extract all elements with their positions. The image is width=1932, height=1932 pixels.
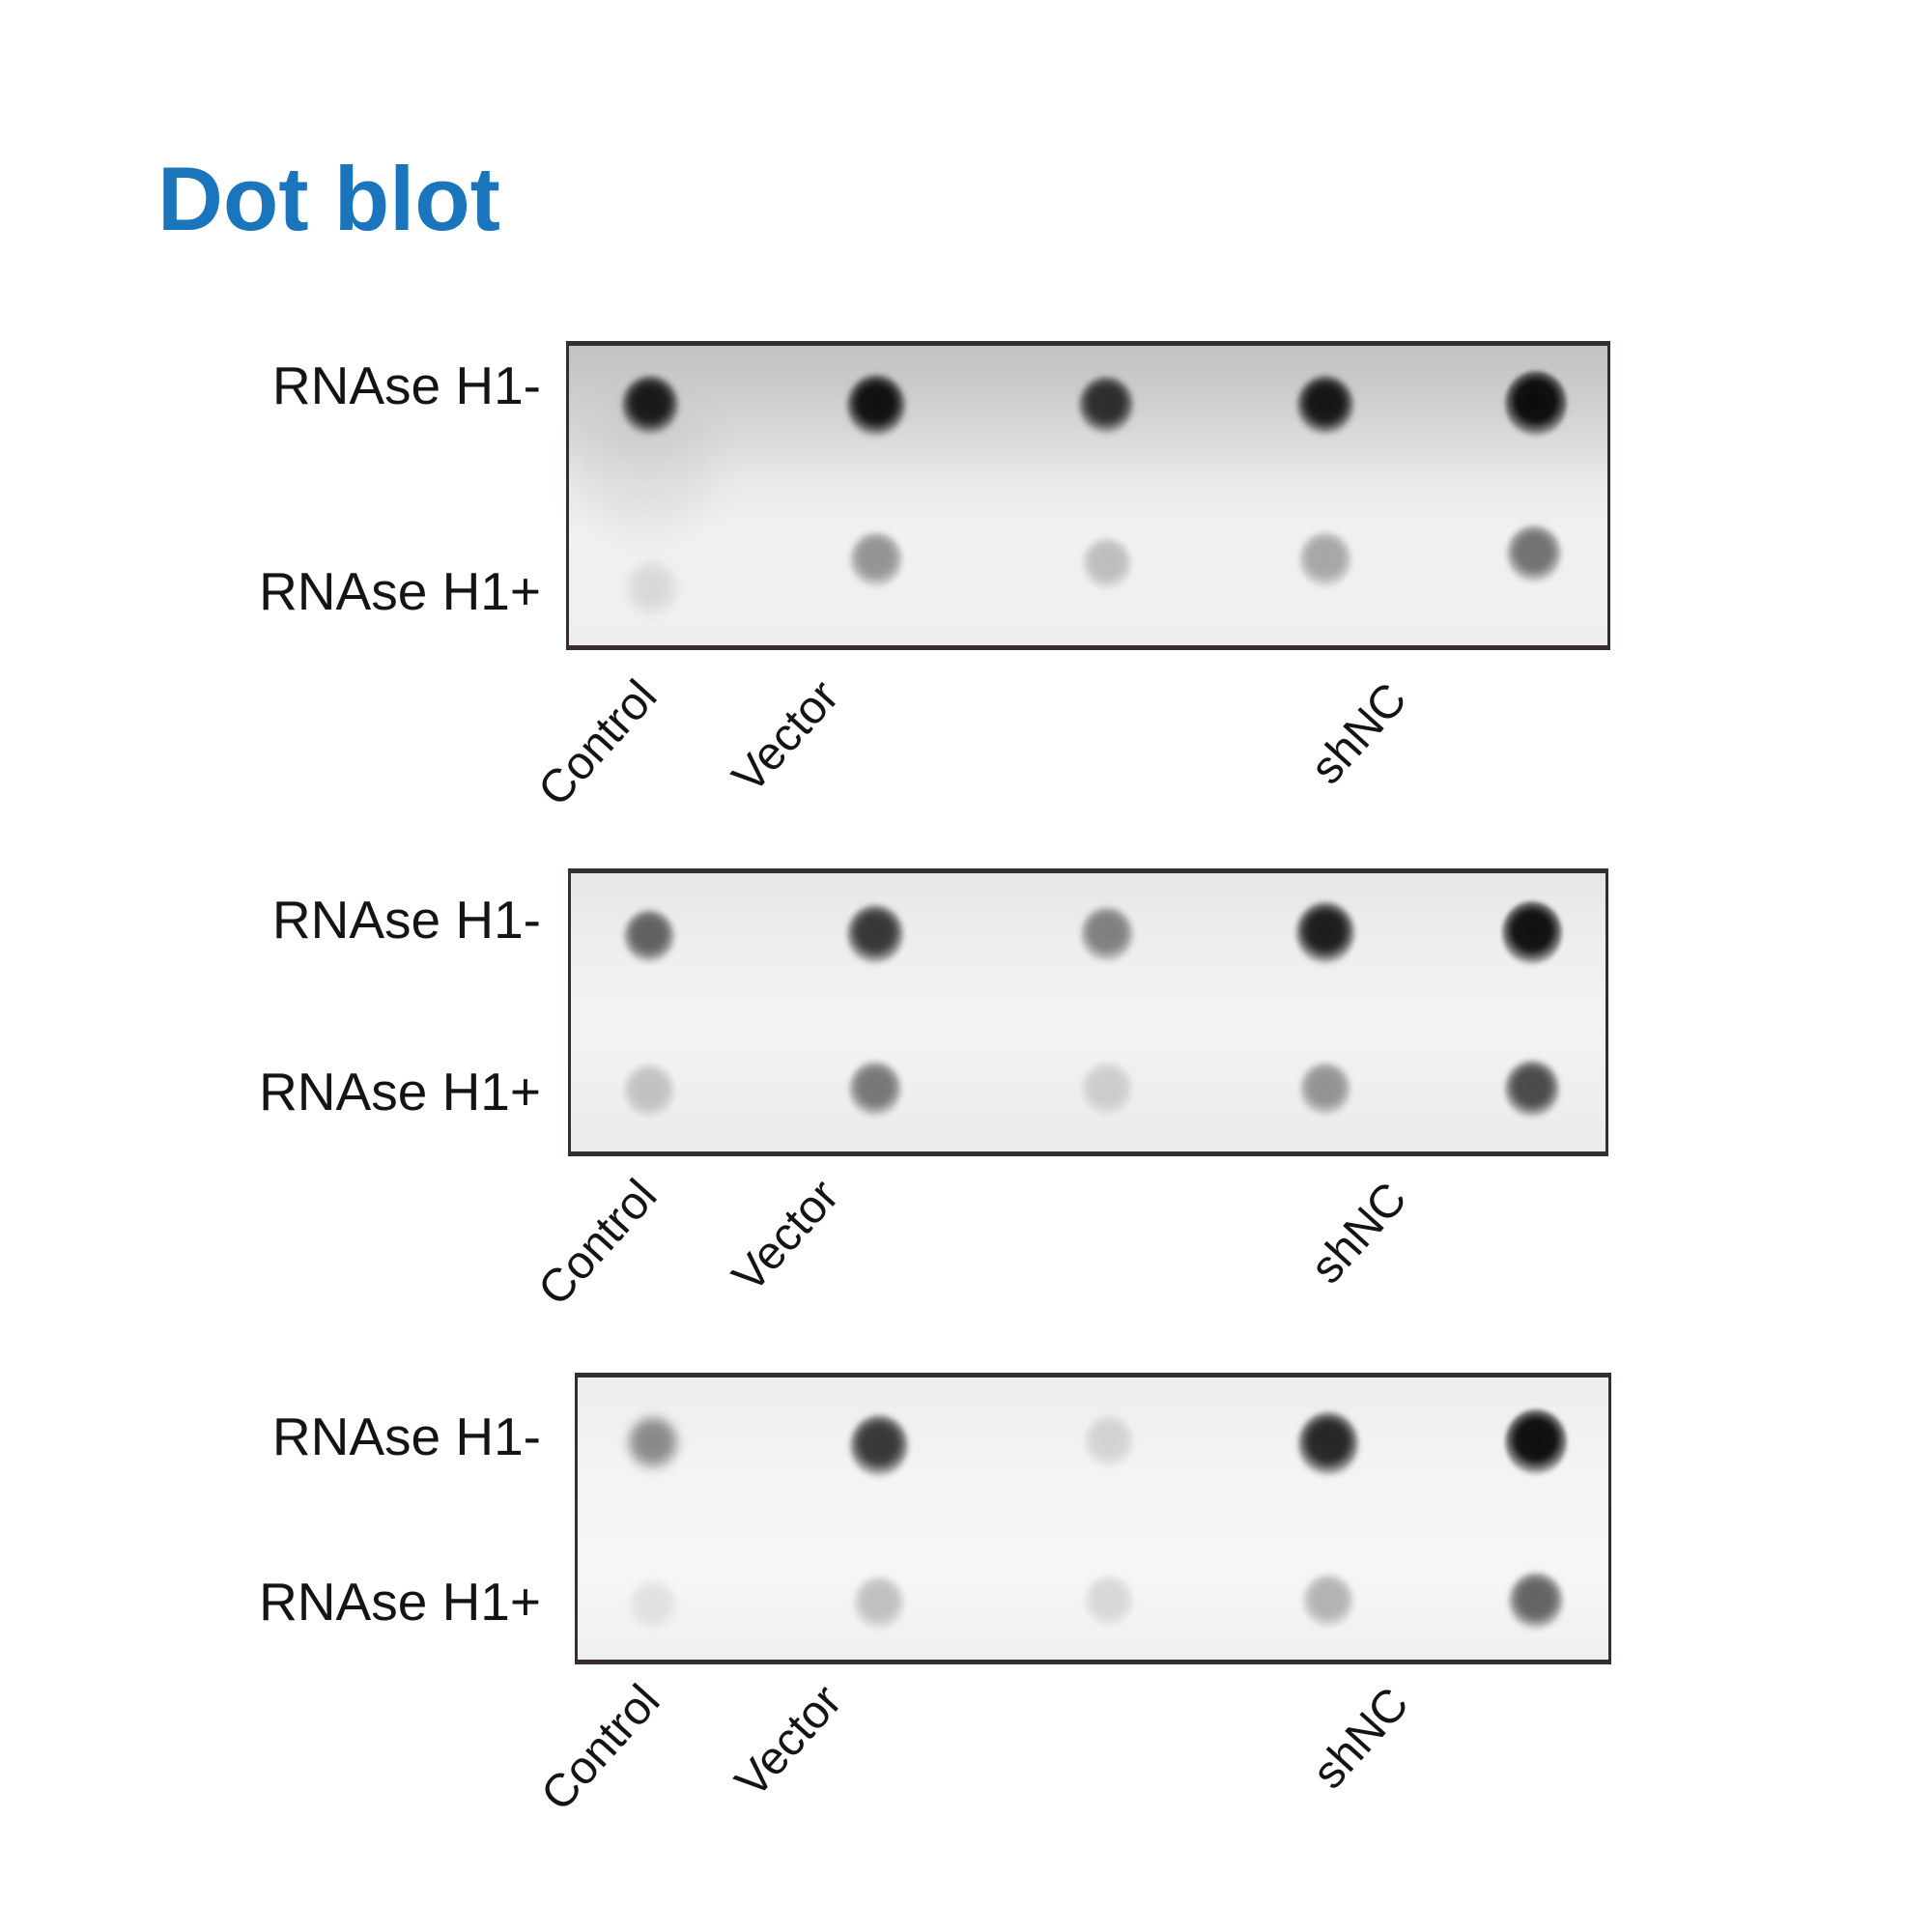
blot-dot <box>854 1577 904 1630</box>
figure-title: Dot blot <box>157 147 500 249</box>
blot-dot <box>627 562 677 615</box>
col-label-vector: Vector <box>725 1675 852 1807</box>
blot-dot <box>1082 1063 1132 1116</box>
blot-dot <box>1509 1573 1563 1630</box>
row-label-rnase-h1-minus: RNAse H1- <box>271 890 541 950</box>
blot-dot <box>630 1580 676 1630</box>
blot-dot <box>1296 902 1354 964</box>
row-label-rnase-h1-plus: RNAse H1+ <box>259 1062 541 1122</box>
blot-dot <box>627 1416 679 1471</box>
blot-dot <box>622 376 678 435</box>
blot-dot <box>1297 376 1353 435</box>
col-label-shnc: shNC <box>1300 1173 1417 1293</box>
blot-dot <box>847 375 905 437</box>
col-label-control: Control <box>528 1170 668 1316</box>
blot-dot <box>850 1415 908 1477</box>
blot-dot <box>1081 907 1133 962</box>
blot-dot <box>624 1065 674 1118</box>
blot-dot <box>849 1062 901 1117</box>
blot-dot <box>1505 371 1567 437</box>
col-label-shnc: shNC <box>1300 673 1417 794</box>
row-label-rnase-h1-minus: RNAse H1- <box>271 1406 541 1466</box>
blot-dot <box>1507 526 1561 582</box>
row-label-rnase-h1-minus: RNAse H1- <box>271 355 541 415</box>
blot-dot <box>1505 1061 1559 1118</box>
blot-dot <box>850 532 902 587</box>
col-label-vector: Vector <box>723 670 849 803</box>
blot-dot <box>1085 1416 1133 1467</box>
blot-dot <box>1303 1575 1353 1628</box>
col-label-control: Control <box>528 670 668 816</box>
row-label-rnase-h1-plus: RNAse H1+ <box>259 561 541 621</box>
col-label-shnc: shNC <box>1302 1678 1419 1799</box>
blot-dot <box>1502 901 1562 965</box>
row-label-rnase-h1-plus: RNAse H1+ <box>259 1572 541 1632</box>
col-label-vector: Vector <box>723 1170 849 1302</box>
blot-dot <box>847 905 903 964</box>
blot-dot <box>1083 538 1131 589</box>
blot-membrane-2 <box>568 868 1608 1156</box>
col-label-control: Control <box>531 1675 670 1821</box>
blot-dot <box>624 910 674 963</box>
blot-dot <box>1079 377 1133 434</box>
blot-dot <box>1300 1063 1350 1116</box>
blot-dot <box>1299 532 1351 587</box>
blot-dot <box>1085 1576 1133 1627</box>
blot-dot <box>1298 1412 1358 1476</box>
blot-dot <box>1505 1409 1567 1475</box>
